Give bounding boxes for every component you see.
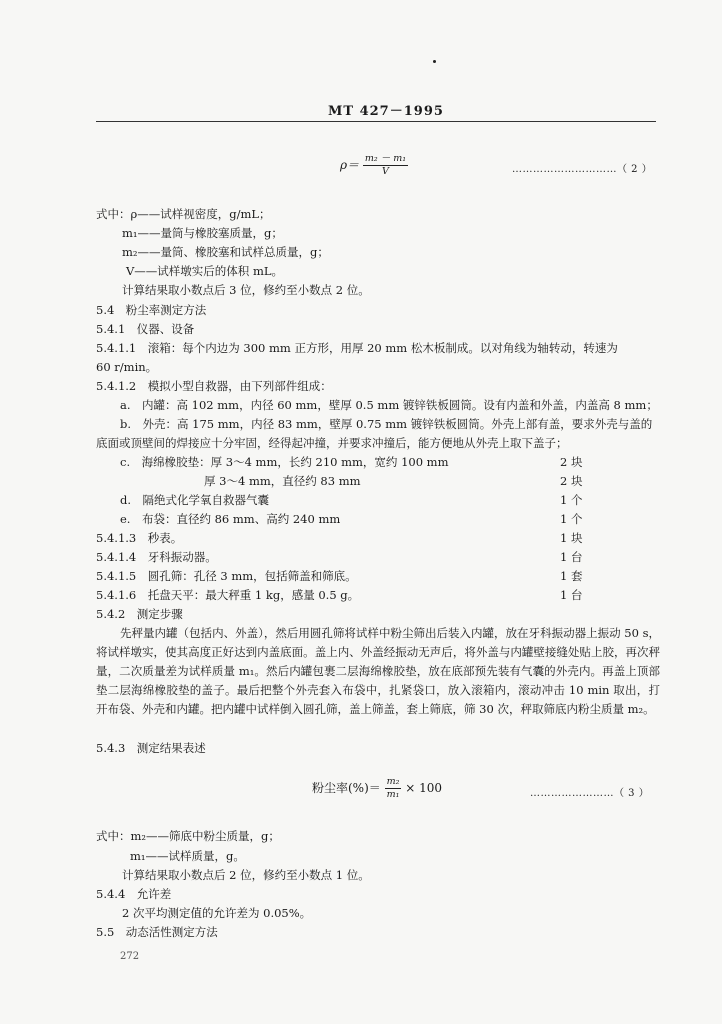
section-5-4-1-3-quantity: 1 块: [560, 531, 583, 545]
section-5-4-4: 5.4.4 允许差: [96, 887, 172, 901]
section-5-4-3: 5.4.3 测定结果表述: [96, 741, 206, 755]
header-rule: [96, 121, 656, 122]
item-a: a. 内罐：高 102 mm，内径 60 mm，壁厚 0.5 mm 镀锌铁板圆筒。设有内盖和外盖，内盖高 8 mm；: [120, 398, 658, 412]
item-c-second: 厚 3～4 mm，直径约 83 mm: [204, 474, 361, 488]
section-5-4-1-3: 5.4.1.3 秒表。: [96, 531, 183, 545]
formula-2-numerator: m₂ － m₁: [364, 153, 407, 164]
item-d: d. 隔绝式化学氧自救器气囊: [120, 493, 270, 507]
formula-3-fraction: [385, 776, 402, 801]
item-e: e. 布袋：直径约 86 mm、高约 240 mm: [120, 512, 341, 526]
formula-3-numerator: m₂: [386, 776, 400, 787]
calc-note-2: 计算结果取小数点后 2 位，修约至小数点 1 位。: [122, 868, 370, 882]
calc-note-1: 计算结果取小数点后 3 位，修约至小数点 2 位。: [122, 283, 370, 297]
item-c: c. 海绵橡胶垫：厚 3～4 mm，长约 210 mm，宽约 100 mm: [120, 455, 449, 469]
section-5-4-1-4: 5.4.1.4 牙科振动器。: [96, 550, 217, 564]
formula-3-number: ……………………（ 3 ）: [530, 788, 650, 799]
section-5-4-1-1-cont: 60 r/min。: [96, 360, 158, 374]
item-c-second-quantity: 2 块: [560, 474, 583, 488]
section-5-4: 5.4 粉尘率测定方法: [96, 303, 207, 317]
formula-3: [312, 776, 442, 801]
section-5-4-1-4-quantity: 1 台: [560, 550, 583, 564]
document-header: MT 427－1995: [328, 104, 444, 119]
page-number: 272: [120, 951, 140, 962]
formula-2: [340, 153, 408, 178]
formula-3-lhs: 粉尘率(%)＝: [312, 781, 381, 795]
formula-2-fraction: [363, 153, 408, 178]
definition-v: V——试样墩实后的体积 mL。: [126, 264, 284, 278]
section-5-4-1: 5.4.1 仪器、设备: [96, 322, 195, 336]
section-5-5: 5.5 动态活性测定方法: [96, 925, 218, 939]
formula-3-rhs: × 100: [405, 781, 443, 795]
formula-2-number: …………………………（ 2 ）: [512, 164, 653, 175]
section-5-4-1-6: 5.4.1.6 托盘天平：最大秤重 1 kg，感量 0.5 g。: [96, 588, 360, 602]
formula-3-denominator: m₁: [386, 789, 400, 800]
formula-2-lhs: ρ＝: [340, 158, 360, 172]
tolerance-text: 2 次平均测定值的允许差为 0.05%。: [122, 906, 312, 920]
definition-m1-sample: m₁——试样质量，g。: [130, 849, 245, 863]
section-5-4-1-6-quantity: 1 台: [560, 588, 583, 602]
item-b-cont: 底面或顶壁间的焊接应十分牢固，经得起冲撞，并要求冲撞后，能方便地从外壳上取下盖子；: [96, 436, 568, 450]
formula-2-denominator: V: [382, 166, 389, 177]
scan-speck: [433, 60, 436, 63]
section-5-4-1-5-quantity: 1 套: [560, 569, 583, 583]
section-5-4-2: 5.4.2 测定步骤: [96, 607, 183, 621]
item-d-quantity: 1 个: [560, 493, 583, 507]
section-5-4-1-2: 5.4.1.2 模拟小型自救器，由下列部件组成：: [96, 379, 332, 393]
definition-m1: m₁——量筒与橡胶塞质量，g；: [122, 226, 283, 240]
item-c-quantity: 2 块: [560, 455, 583, 469]
item-b: b. 外壳：高 175 mm，内径 83 mm，壁厚 0.75 mm 镀锌铁板圆筒。外壳上部有盖，要求外壳与盖的: [120, 417, 653, 431]
definition-m2: m₂——量筒、橡胶塞和试样总质量，g；: [122, 245, 329, 259]
procedure-paragraph: 先秤量内罐（包括内、外盖），然后用圆孔筛将试样中粉尘筛出后装入内罐，放在牙科振动器上振动 50 s，将试样墩实，使其高度正好达到内盖底面。盖上内、外盖经振动无声后，将外盖与内罐壁接缝处贴上胶，再次秤量，二次质量差为试样质量 m₁。然后内罐包裹二层海绵橡胶垫，放在底部预先装有气囊的外壳内。再盖上顶部垫二层海绵橡胶垫的盖子。最后把整个外壳套入布袋中，扎紧袋口，放入滚箱内，滚动冲击 10 min 取出，打开布袋、外壳和内罐。把内罐中试样倒入圆孔筛，盖上筛盖，套上筛底，筛 30 次，秤取筛底内粉尘质量 m₂。: [96, 626, 660, 716]
definition-rho: 式中：ρ——试样视密度，g/mL；: [96, 207, 271, 221]
item-e-quantity: 1 个: [560, 512, 583, 526]
section-5-4-1-5: 5.4.1.5 圆孔筛：孔径 3 mm，包括筛盖和筛底。: [96, 569, 357, 583]
definition-m2-dust: 式中：m₂——筛底中粉尘质量，g；: [96, 829, 280, 843]
section-5-4-1-1: 5.4.1.1 滚箱：每个内边为 300 mm 正方形，用厚 20 mm 松木板制成。以对角线为轴转动，转速为: [96, 341, 618, 355]
